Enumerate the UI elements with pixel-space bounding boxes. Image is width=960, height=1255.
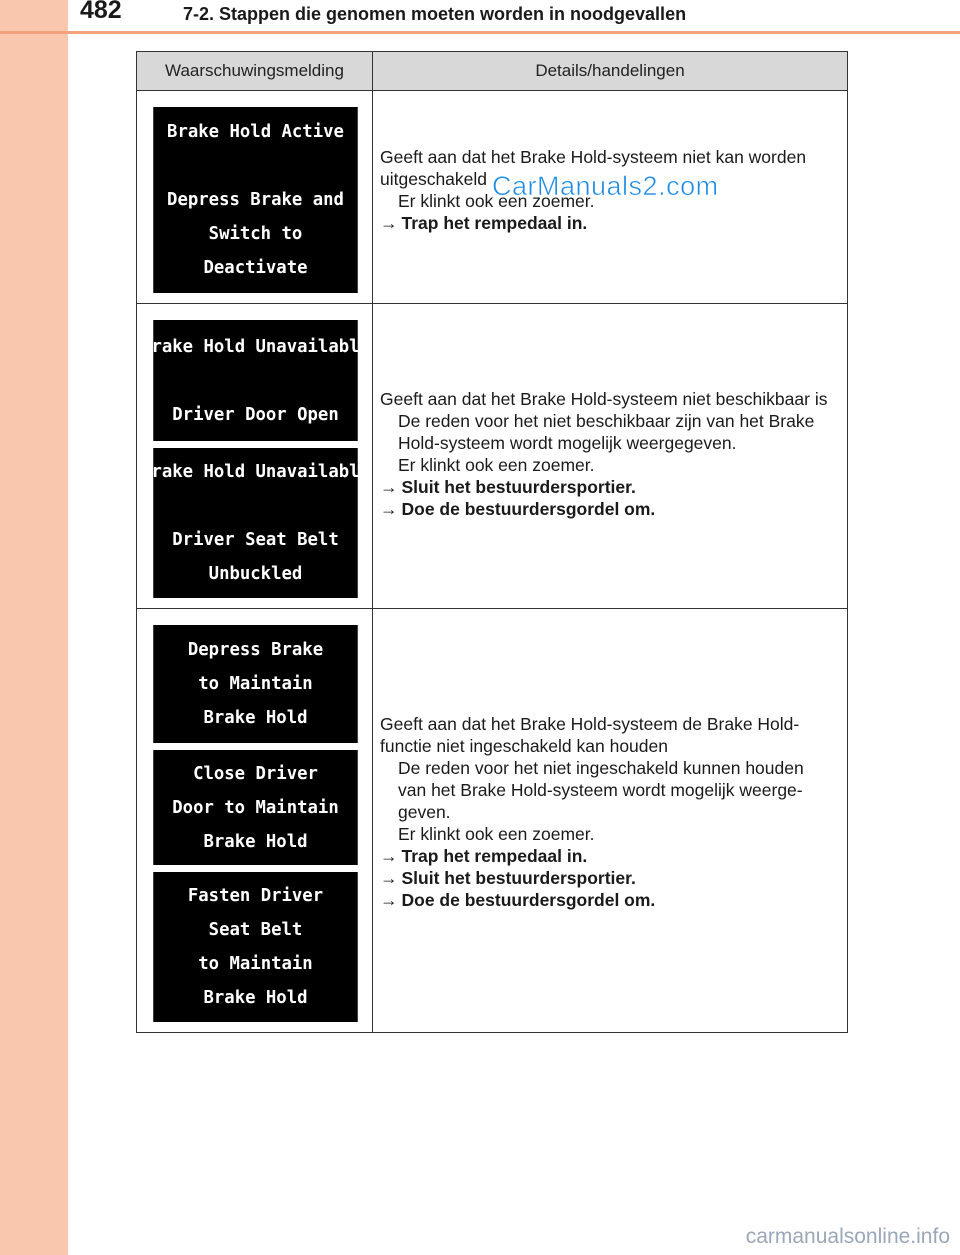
warning-cell bbox=[137, 91, 373, 304]
warning-cell bbox=[137, 304, 373, 609]
display-line: Brake Hold Unavailable bbox=[141, 461, 370, 482]
table-row bbox=[137, 304, 848, 609]
display-line: to Maintain bbox=[198, 673, 313, 694]
detail-text: uitgeschakeld bbox=[380, 169, 488, 189]
warning-cell bbox=[137, 609, 373, 1033]
warning-display bbox=[153, 107, 357, 293]
display-line: Switch to bbox=[208, 223, 303, 244]
details-cell bbox=[373, 609, 848, 1033]
table-header-row bbox=[137, 52, 848, 91]
warning-display bbox=[141, 448, 370, 598]
action-text: Trap het rempedaal in. bbox=[401, 845, 588, 866]
display-line: Seat Belt bbox=[208, 919, 303, 940]
arrow-icon: → bbox=[380, 213, 398, 233]
display-line: Fasten Driver bbox=[187, 885, 324, 906]
action-text: Sluit het bestuurdersportier. bbox=[401, 867, 636, 888]
display-line: Unbuckled bbox=[208, 563, 303, 584]
detail-text: Hold-systeem wordt mogelijk weergegeven. bbox=[398, 433, 737, 453]
arrow-icon: → bbox=[380, 889, 398, 910]
side-band bbox=[0, 0, 68, 1255]
detail-text: De reden voor het niet beschikbaar zijn van het Brake bbox=[398, 411, 815, 431]
table-row bbox=[137, 609, 848, 1033]
display-line: Brake Hold Active bbox=[167, 121, 344, 142]
column-header-warning: Waarschuwingsmelding bbox=[137, 52, 373, 91]
action-line bbox=[380, 212, 837, 234]
detail-text: Geeft aan dat het Brake Hold-systeem de Brake Hold- bbox=[380, 713, 800, 734]
detail-text: Geeft aan dat het Brake Hold-systeem niet beschikbaar is bbox=[380, 389, 828, 409]
detail-text: Er klinkt ook een zoemer. bbox=[398, 191, 595, 211]
display-line: Driver Door Open bbox=[172, 403, 339, 425]
watermark-overlay: CarManuals2.com bbox=[492, 171, 719, 201]
column-header-details: Details/handelingen bbox=[373, 52, 848, 91]
warning-display bbox=[153, 872, 357, 1022]
action-line bbox=[380, 867, 837, 889]
header-rule bbox=[0, 31, 960, 34]
display-line: to Maintain bbox=[198, 953, 313, 974]
display-line: Driver Seat Belt bbox=[172, 529, 339, 550]
action-line bbox=[380, 889, 837, 911]
arrow-icon: → bbox=[380, 867, 398, 888]
arrow-icon: → bbox=[380, 499, 398, 519]
action-text: Trap het rempedaal in. bbox=[401, 213, 588, 233]
display-line: Brake Hold Unavailable bbox=[141, 335, 370, 357]
detail-text: Er klinkt ook een zoemer. bbox=[398, 823, 595, 844]
action-line bbox=[380, 476, 837, 498]
detail-text: van het Brake Hold-systeem wordt mogelijk weerge- bbox=[398, 779, 803, 800]
arrow-icon: → bbox=[380, 477, 398, 497]
detail-text: De reden voor het niet ingeschakeld kunnen houden bbox=[398, 757, 804, 778]
warning-display bbox=[141, 320, 370, 441]
action-text: Doe de bestuurdersgordel om. bbox=[401, 499, 656, 519]
action-line bbox=[380, 498, 837, 520]
warning-display bbox=[153, 750, 357, 865]
display-line: Depress Brake and bbox=[167, 189, 344, 210]
detail-text: Geeft aan dat het Brake Hold-systeem niet kan worden bbox=[380, 147, 807, 167]
details-cell bbox=[373, 304, 848, 609]
section-title: 7-2. Stappen die genomen moeten worden in noodgevallen bbox=[183, 4, 687, 24]
action-line bbox=[380, 845, 837, 867]
display-line: Brake Hold bbox=[203, 830, 308, 852]
display-line: Depress Brake bbox=[187, 639, 324, 660]
display-line: Door to Maintain bbox=[172, 796, 339, 818]
display-line: Brake Hold bbox=[203, 707, 308, 728]
display-line: Close Driver bbox=[193, 762, 318, 784]
action-text: Doe de bestuurdersgordel om. bbox=[401, 889, 656, 910]
display-line: Brake Hold bbox=[203, 987, 308, 1008]
warning-display bbox=[153, 625, 357, 743]
detail-text: geven. bbox=[398, 801, 451, 822]
footer-watermark: carmanualsonline.info bbox=[745, 1225, 950, 1248]
detail-text: Er klinkt ook een zoemer. bbox=[398, 455, 595, 475]
detail-text: functie niet ingeschakeld kan houden bbox=[380, 735, 668, 756]
display-line: Deactivate bbox=[203, 257, 308, 278]
page-number: 482 bbox=[80, 0, 122, 24]
arrow-icon: → bbox=[380, 845, 398, 866]
action-text: Sluit het bestuurdersportier. bbox=[401, 477, 636, 497]
